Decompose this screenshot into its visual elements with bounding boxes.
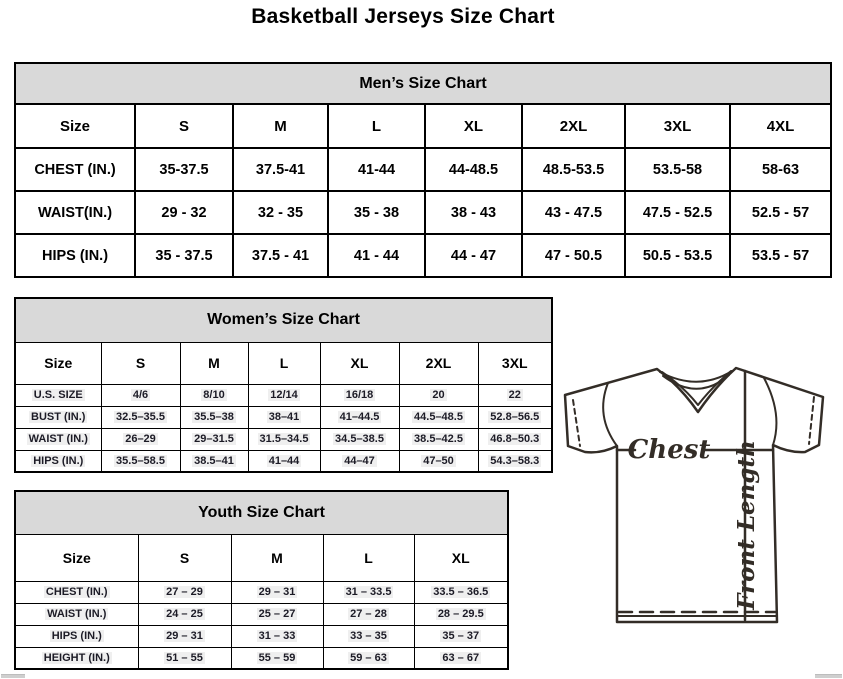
cell-value: 51 – 55 (166, 651, 203, 664)
value-cell (414, 603, 508, 625)
table-row (15, 298, 552, 342)
column-header-cell: 3XL (625, 104, 730, 148)
value-cell: 38 - 43 (425, 191, 522, 234)
row-label-cell (15, 581, 138, 603)
row-label-cell: CHEST (IN.) (15, 148, 135, 191)
value-cell: 29 - 32 (135, 191, 233, 234)
cell-value: 54.3–58.3 (490, 454, 540, 467)
value-cell (399, 450, 478, 472)
value-cell (323, 603, 414, 625)
value-cell: 50.5 - 53.5 (625, 234, 730, 277)
table-row (15, 234, 831, 277)
value-cell (138, 581, 231, 603)
cell-value: 38.5–41 (194, 454, 234, 467)
cell-value: 35.5–38 (194, 411, 234, 423)
table-row (15, 63, 831, 104)
cell-value: 12/14 (270, 389, 298, 401)
value-cell (320, 450, 399, 472)
cell-value: 52.8–56.5 (490, 411, 540, 423)
value-cell: 41 - 44 (328, 234, 425, 277)
value-cell (414, 581, 508, 603)
row-label-cell: WAIST(IN.) (15, 191, 135, 234)
value-cell (323, 625, 414, 647)
value-cell (248, 406, 320, 428)
cell-value: 27 – 28 (350, 608, 387, 620)
right-sleeve-stitch-line (809, 397, 814, 444)
cell-value: 22 (508, 389, 521, 401)
value-cell (101, 428, 180, 450)
table-row (15, 191, 831, 234)
cell-value: 55 – 59 (258, 651, 296, 664)
cell-label: HIPS (IN.) (51, 630, 102, 642)
value-cell: 41-44 (328, 148, 425, 191)
cell-value: 32.5–35.5 (116, 411, 165, 423)
value-cell: 52.5 - 57 (730, 191, 831, 234)
left-armhole-seam (603, 383, 617, 446)
value-cell (414, 625, 508, 647)
value-cell (231, 625, 323, 647)
value-cell: 43 - 47.5 (522, 191, 625, 234)
mens-chart-title: Men’s Size Chart (15, 63, 831, 104)
table-row (15, 342, 552, 384)
cell-value: 44–47 (344, 454, 375, 467)
row-label-cell (15, 384, 101, 406)
cell-value: 26–29 (125, 433, 156, 445)
value-cell (248, 384, 320, 406)
column-header-cell: L (323, 534, 414, 581)
column-header-cell: Size (15, 104, 135, 148)
value-cell (138, 625, 231, 647)
cell-value: 47–50 (423, 454, 454, 467)
cell-value: 33.5 – 36.5 (433, 586, 489, 598)
cell-label: HIPS (IN.) (33, 454, 84, 467)
value-cell: 35 - 37.5 (135, 234, 233, 277)
table-row (15, 491, 508, 534)
table-row (15, 581, 508, 603)
value-cell: 35 - 38 (328, 191, 425, 234)
cell-label: CHEST (IN.) (45, 586, 108, 598)
cell-value: 20 (432, 389, 445, 401)
value-cell (138, 647, 231, 669)
cell-value: 44.5–48.5 (414, 411, 463, 423)
table-row (15, 104, 831, 148)
cell-value: 63 – 67 (442, 651, 480, 664)
cell-label: WAIST (IN.) (47, 608, 107, 620)
column-header-cell: XL (414, 534, 508, 581)
table-row (15, 625, 508, 647)
horizontal-scrollbar-fragment-right[interactable] (815, 674, 842, 678)
row-label-cell (15, 647, 138, 669)
cell-value: 35.5–58.5 (116, 454, 165, 467)
column-header-cell: S (101, 342, 180, 384)
cell-value: 38.5–42.5 (414, 433, 463, 445)
cell-value: 38–41 (268, 411, 300, 423)
cell-value: 46.8–50.3 (490, 433, 540, 445)
value-cell (323, 581, 414, 603)
cell-label: BUST (IN.) (31, 411, 86, 423)
value-cell (399, 406, 478, 428)
column-header-cell: S (135, 104, 233, 148)
right-armhole-seam (764, 378, 776, 445)
horizontal-scrollbar-fragment-left[interactable] (1, 674, 25, 678)
cell-value: 34.5–38.5 (335, 433, 384, 445)
value-cell (320, 384, 399, 406)
cell-value: 4/6 (132, 389, 149, 401)
cell-value: 8/10 (203, 389, 225, 401)
left-sleeve-stitch-line (573, 400, 580, 446)
value-cell: 44 - 47 (425, 234, 522, 277)
value-cell: 53.5-58 (625, 148, 730, 191)
table-row (15, 406, 552, 428)
value-cell (478, 428, 552, 450)
youth-size-chart-table (14, 490, 509, 670)
column-header-cell: XL (320, 342, 399, 384)
table-row (15, 384, 552, 406)
value-cell (478, 450, 552, 472)
value-cell (180, 450, 248, 472)
cell-value: 31 – 33 (258, 630, 296, 642)
cell-value: 31 – 33.5 (345, 586, 392, 598)
value-cell: 58-63 (730, 148, 831, 191)
value-cell: 32 - 35 (233, 191, 328, 234)
table-row (15, 428, 552, 450)
value-cell (231, 647, 323, 669)
cell-label: U.S. SIZE (33, 389, 83, 401)
front-length-label: Front Length (733, 440, 760, 610)
column-header-cell: Size (15, 534, 138, 581)
value-cell (101, 450, 180, 472)
column-header-cell: 4XL (730, 104, 831, 148)
value-cell: 44-48.5 (425, 148, 522, 191)
cell-value: 27 – 29 (166, 586, 203, 598)
cell-label: HEIGHT (IN.) (43, 651, 110, 664)
value-cell: 35-37.5 (135, 148, 233, 191)
value-cell (180, 384, 248, 406)
column-header-cell: 2XL (522, 104, 625, 148)
page-title: Basketball Jerseys Size Chart (251, 5, 555, 28)
value-cell (231, 603, 323, 625)
row-label-cell (15, 603, 138, 625)
womens-size-chart-table (14, 297, 553, 473)
cell-value: 29 – 31 (166, 630, 203, 642)
row-label-cell: HIPS (IN.) (15, 234, 135, 277)
column-header-cell: 2XL (399, 342, 478, 384)
value-cell (138, 603, 231, 625)
cell-value: 33 – 35 (350, 630, 387, 642)
cell-value: 24 – 25 (166, 608, 203, 620)
cell-value: 25 – 27 (258, 608, 296, 620)
row-label-cell (15, 428, 101, 450)
column-header-cell: Size (15, 342, 101, 384)
column-header-cell: L (328, 104, 425, 148)
table-row (15, 534, 508, 581)
row-label-cell (15, 406, 101, 428)
value-cell (101, 406, 180, 428)
cell-value: 29–31.5 (194, 433, 234, 445)
value-cell: 37.5 - 41 (233, 234, 328, 277)
value-cell (248, 450, 320, 472)
column-header-cell: L (248, 342, 320, 384)
mens-size-chart-table (14, 62, 832, 278)
cell-label: WAIST (IN.) (28, 433, 88, 445)
value-cell (320, 406, 399, 428)
value-cell (101, 384, 180, 406)
cell-value: 35 – 37 (442, 630, 480, 642)
table-row (15, 148, 831, 191)
cell-value: 31.5–34.5 (259, 433, 309, 445)
column-header-cell: 3XL (478, 342, 552, 384)
column-header-cell: S (138, 534, 231, 581)
cell-value: 28 – 29.5 (437, 608, 484, 620)
value-cell: 47 - 50.5 (522, 234, 625, 277)
value-cell (478, 406, 552, 428)
value-cell (231, 581, 323, 603)
value-cell (414, 647, 508, 669)
value-cell: 47.5 - 52.5 (625, 191, 730, 234)
table-row (15, 450, 552, 472)
value-cell (180, 428, 248, 450)
value-cell (320, 428, 399, 450)
row-label-cell (15, 625, 138, 647)
womens-chart-title: Women’s Size Chart (15, 298, 552, 342)
value-cell (399, 384, 478, 406)
value-cell (399, 428, 478, 450)
column-header-cell: XL (425, 104, 522, 148)
cell-value: 41–44 (268, 454, 300, 467)
cell-value: 16/18 (345, 389, 374, 401)
value-cell (323, 647, 414, 669)
value-cell (248, 428, 320, 450)
cell-value: 59 – 63 (350, 651, 387, 664)
column-header-cell: M (180, 342, 248, 384)
value-cell: 53.5 - 57 (730, 234, 831, 277)
value-cell: 37.5-41 (233, 148, 328, 191)
value-cell: 48.5-53.5 (522, 148, 625, 191)
cell-value: 29 – 31 (258, 586, 296, 598)
jersey-measurement-diagram (558, 362, 838, 628)
youth-chart-title: Youth Size Chart (15, 491, 508, 534)
table-row (15, 603, 508, 625)
row-label-cell (15, 450, 101, 472)
table-row (15, 647, 508, 669)
cell-value: 41–44.5 (339, 411, 380, 423)
column-header-cell: M (233, 104, 328, 148)
value-cell (478, 384, 552, 406)
column-header-cell: M (231, 534, 323, 581)
value-cell (180, 406, 248, 428)
chest-label: Chest (627, 435, 711, 465)
